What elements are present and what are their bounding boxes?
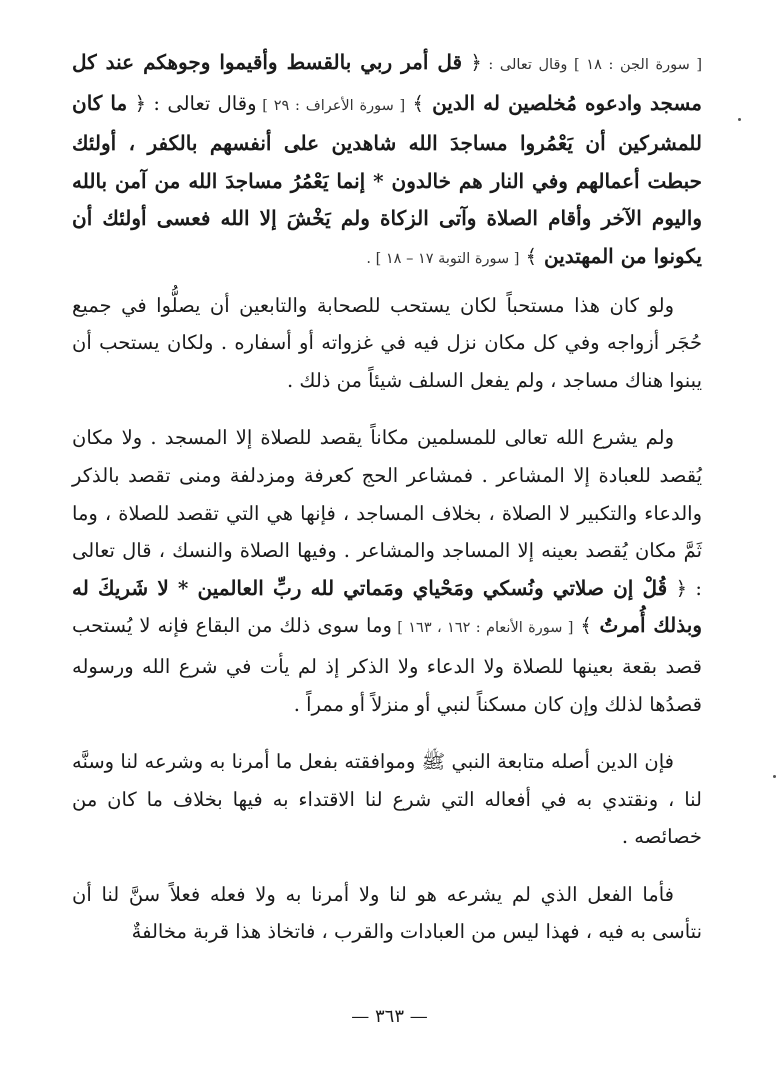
body-text: وقال تعالى : xyxy=(146,91,257,115)
ornate-bracket-open: ﴿ xyxy=(470,51,482,74)
paragraph-3 xyxy=(72,419,702,723)
quran-reference: [ سورة الأنعام : ١٦٢ ، ١٦٣ ] xyxy=(391,620,574,637)
page-body xyxy=(72,44,702,971)
body-text: ولم يشرع الله تعالى للمسلمين مكاناً يقصد للصلاة إلا المسجد . ولا مكان يُقصد للعبادة إلا المشاعر . فمشاعر الحج كعرفة ومزدلفة ومنى تقصد بالذكر والدعاء والتكبير لا الصلاة ، بخلاف المساجد ، فإنها هي التي تقصد للصلاة ، وما ثَمَّ مكان يُقصد بعينه إلا المساجد والمشاعر . وفيها الصلاة والنسك ، قال تعالى : xyxy=(72,426,702,600)
scan-speck xyxy=(738,118,741,121)
quran-reference: [ سورة التوبة ١٧ – ١٨ ] . xyxy=(366,250,520,267)
quran-reference: [ سورة الأعراف : ٢٩ ] xyxy=(256,97,406,114)
paragraph-5 xyxy=(72,876,702,951)
ornate-bracket-close: ﴾ xyxy=(412,91,424,115)
ornate-bracket-open: ﴿ xyxy=(134,91,147,115)
body-text: فإن الدين أصله متابعة النبي xyxy=(445,750,674,774)
quran-reference: [ سورة الجن : ١٨ ] وقال تعالى : xyxy=(481,57,703,73)
body-text: ولو كان هذا مستحباً لكان يستحب للصحابة والتابعين أن يصلُّوا في جميع حُجَر أزواجه وفي كل مكان نزل فيه في غزواته أو أسفاره . ولكان يستحب أن يبنوا هناك مساجد ، ولم يفعل السلف شيئاً من ذلك . xyxy=(72,293,702,392)
quran-verse: قُلْ إن صلاتي ونُسكي ومَحْياي ومَماتي لله ربِّ العالمين * لا شَريكَ له وبذلك أُمرتُ xyxy=(72,575,702,638)
quran-verse: ما كان للمشركين أن يَعْمُروا مساجدَ الله شاهدين على أنفسهم بالكفر ، أولئك حبطت أعمالهم وفي النار هم خالدون * إنما يَعْمُرُ مساجدَ الله من آمن بالله واليوم الآخر وأقام الصلاة وآتى الزكاة ولم يَخْشَ إلا الله فعسى أولئك أن يكونوا من المهتدين xyxy=(72,90,702,268)
page-number: — ٣٦٣ — xyxy=(351,1006,428,1027)
ornate-bracket-close: ﴾ xyxy=(580,614,592,638)
body-text: وموافقته بفعل ما أمرنا به وشرعه لنا وسنَّه لنا ، ونقتدي به في أفعاله التي شرع لنا الاقتداء به فيها بخلاف ما كان من خصائصه . xyxy=(72,750,702,849)
body-text: فأما الفعل الذي لم يشرعه هو لنا ولا أمرنا به ولا فعله فعلاً سنَّ لنا أن نتأسى به فيه ، فهذا ليس من العبادات والقرب ، فاتخاذ هذا قربة مخالفةٌ xyxy=(72,882,702,944)
paragraph-4 xyxy=(72,743,702,856)
ornate-bracket-close: ﴾ xyxy=(525,244,538,268)
ornate-bracket-open: ﴿ xyxy=(675,576,688,600)
paragraph-1 xyxy=(72,44,702,279)
paragraph-2 xyxy=(72,287,702,400)
quran-verse: قل أمر ربي بالقسط وأقيموا وجوهكم عند كل مسجد وادعوه مُخلصين له الدين xyxy=(72,50,702,115)
salutation-glyph: ﷺ xyxy=(421,750,446,774)
scan-speck xyxy=(773,775,776,778)
body-text: وما سوى ذلك من البقاع فإنه لا يُستحب قصد بقعة بعينها للصلاة ولا الدعاء ولا الذكر إذ لم يأت في شرع الله ورسوله قصدُها لذلك وإن كان مسكناً لنبي أو منزلاً أو ممراً . xyxy=(72,614,702,716)
